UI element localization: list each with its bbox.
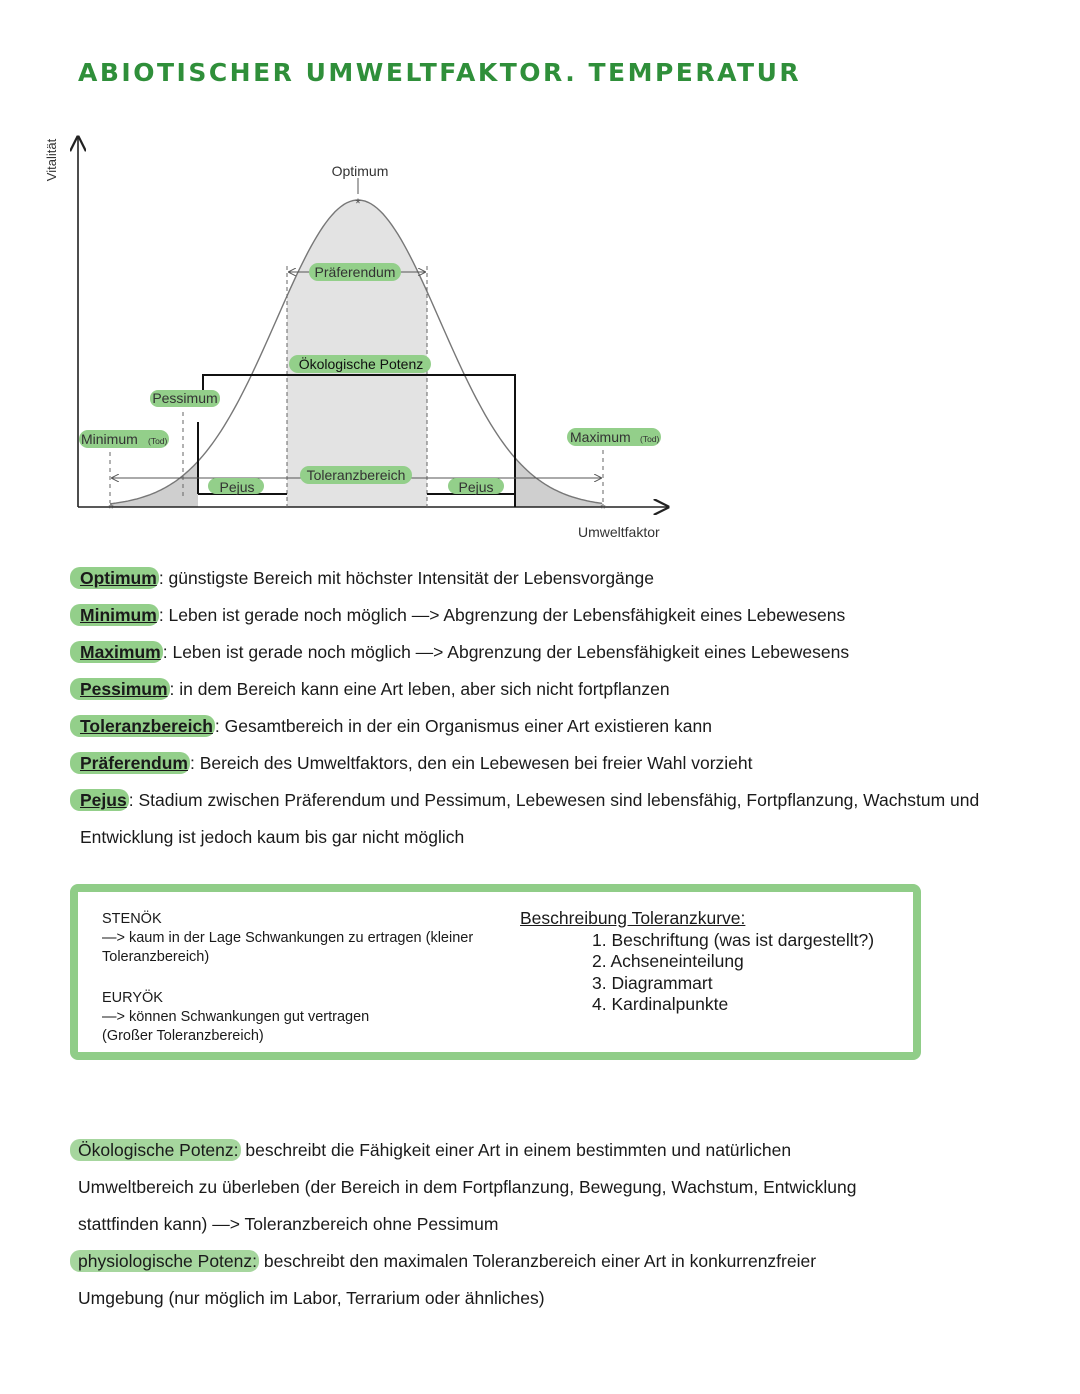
oekologische-potenz-label: Ökologische Potenz — [298, 356, 424, 372]
term-separator: : — [189, 753, 195, 773]
potenz-text: beschreibt den maximalen Toleranzbereich einer Art in konkurrenzfreier — [259, 1251, 817, 1271]
potenz-section — [78, 1132, 1038, 1317]
definition-praeferendum — [80, 745, 1040, 782]
toleranzbereich-label: Toleranzbereich — [306, 467, 406, 483]
tolerance-curve-diagram — [0, 120, 700, 550]
stenoek-text: —> kaum in der Lage Schwankungen zu ertragen (kleiner Toleranzbereich) — [102, 930, 474, 965]
potenz-text: beschreibt die Fähigkeit einer Art in einem bestimmten und natürlichen — [240, 1140, 792, 1160]
description-item: 3. Diagrammart — [592, 972, 713, 993]
definition-pejus — [80, 782, 1040, 856]
term-separator: : — [158, 568, 164, 588]
minimum-label: Minimum — [81, 431, 138, 447]
term-pejus: Pejus — [70, 789, 129, 811]
definitions-list — [80, 560, 1040, 856]
definition-text: Bereich des Umweltfaktors, den ein Lebewesen bei freier Wahl vorzieht — [194, 753, 753, 773]
description-heading: Beschreibung Toleranzkurve: — [520, 908, 746, 928]
term-physiologische-potenz: physiologische Potenz: — [70, 1250, 259, 1272]
toleranzkurve-description — [520, 908, 874, 1016]
definition-pessimum — [80, 671, 1040, 708]
page-title: ABIOTISCHER UMWELTFAKTOR. TEMPERATUR — [78, 58, 802, 87]
oekologische-potenz-line-3: stattfinden kann) —> Toleranzbereich ohne Pessimum — [78, 1214, 499, 1234]
term-minimum: Minimum — [70, 604, 159, 626]
definition-text: günstigste Bereich mit höchster Intensität der Lebensvorgänge — [163, 568, 654, 588]
oekologische-potenz-line-2: Umweltbereich zu überleben (der Bereich in dem Fortpflanzung, Bewegung, Wachstum, Entwicklung — [78, 1177, 857, 1197]
description-item: 1. Beschriftung (was ist dargestellt?) — [592, 929, 875, 950]
minimum-star: * — [108, 501, 114, 516]
pejus-left-label: Pejus — [219, 479, 255, 495]
euryoek-title: EURYÖK — [102, 990, 163, 1006]
maximum-note: (Tod) — [640, 434, 660, 444]
y-axis-label: Vitalität — [44, 138, 59, 182]
minimum-note: (Tod) — [148, 436, 168, 446]
term-optimum: Optimum — [70, 567, 159, 589]
maximum-label: Maximum — [570, 429, 631, 445]
stenoek-euryoek-section — [102, 910, 512, 1046]
definition-minimum — [80, 597, 1040, 634]
definition-text: in dem Bereich kann eine Art leben, aber sich nicht fortpflanzen — [174, 679, 670, 699]
maximum-star: * — [600, 501, 606, 516]
info-box — [70, 884, 921, 1060]
definition-text: Leben ist gerade noch möglich —> Abgrenzung der Lebensfähigkeit eines Lebewesens — [167, 642, 850, 662]
term-pessimum: Pessimum — [70, 678, 170, 700]
praeferendum-shade — [287, 200, 427, 507]
description-list — [520, 930, 874, 1016]
physiologische-potenz-line-2: Umgebung (nur möglich im Labor, Terrarium oder ähnliches) — [78, 1288, 545, 1308]
term-separator: : — [214, 716, 220, 736]
description-item: 4. Kardinalpunkte — [592, 994, 729, 1014]
term-praeferendum: Präferendum — [70, 752, 190, 774]
term-separator: : — [162, 642, 168, 662]
term-separator: : — [128, 790, 134, 810]
optimum-star: * — [355, 195, 361, 211]
pessimum-left-shade — [110, 461, 198, 507]
definition-text: Stadium zwischen Präferendum und Pessimum, Lebewesen sind lebensfähig, Fortpflanzung, Wachstum und Entwicklung ist jedoch kaum bis gar nicht möglich — [80, 790, 980, 847]
definition-maximum — [80, 634, 1040, 671]
pessimum-right-shade — [515, 458, 603, 507]
optimum-label: Optimum — [331, 163, 389, 179]
definition-optimum — [80, 560, 1040, 597]
physiologische-potenz-line-1 — [78, 1243, 1038, 1280]
description-item: 2. Achseneinteilung — [592, 951, 744, 971]
pejus-right-label: Pejus — [458, 479, 494, 495]
stenoek-title: STENÖK — [102, 911, 162, 927]
x-axis-label: Umweltfaktor — [578, 524, 660, 540]
term-separator: : — [158, 605, 164, 625]
definition-toleranzbereich — [80, 708, 1040, 745]
euryoek-text-note: (Großer Toleranzbereich) — [102, 1028, 264, 1044]
term-separator: : — [169, 679, 175, 699]
euryoek-text: —> können Schwankungen gut vertragen — [102, 1009, 370, 1025]
pessimum-label: Pessimum — [152, 390, 218, 406]
oekologische-potenz-line-1 — [78, 1132, 1038, 1169]
praeferendum-label: Präferendum — [314, 264, 396, 280]
term-maximum: Maximum — [70, 641, 163, 663]
definition-text: Gesamtbereich in der ein Organismus einer Art existieren kann — [219, 716, 712, 736]
definition-text: Leben ist gerade noch möglich —> Abgrenzung der Lebensfähigkeit eines Lebewesens — [163, 605, 846, 625]
term-toleranzbereich: Toleranzbereich — [70, 715, 215, 737]
term-oekologische-potenz: Ökologische Potenz: — [70, 1139, 241, 1161]
